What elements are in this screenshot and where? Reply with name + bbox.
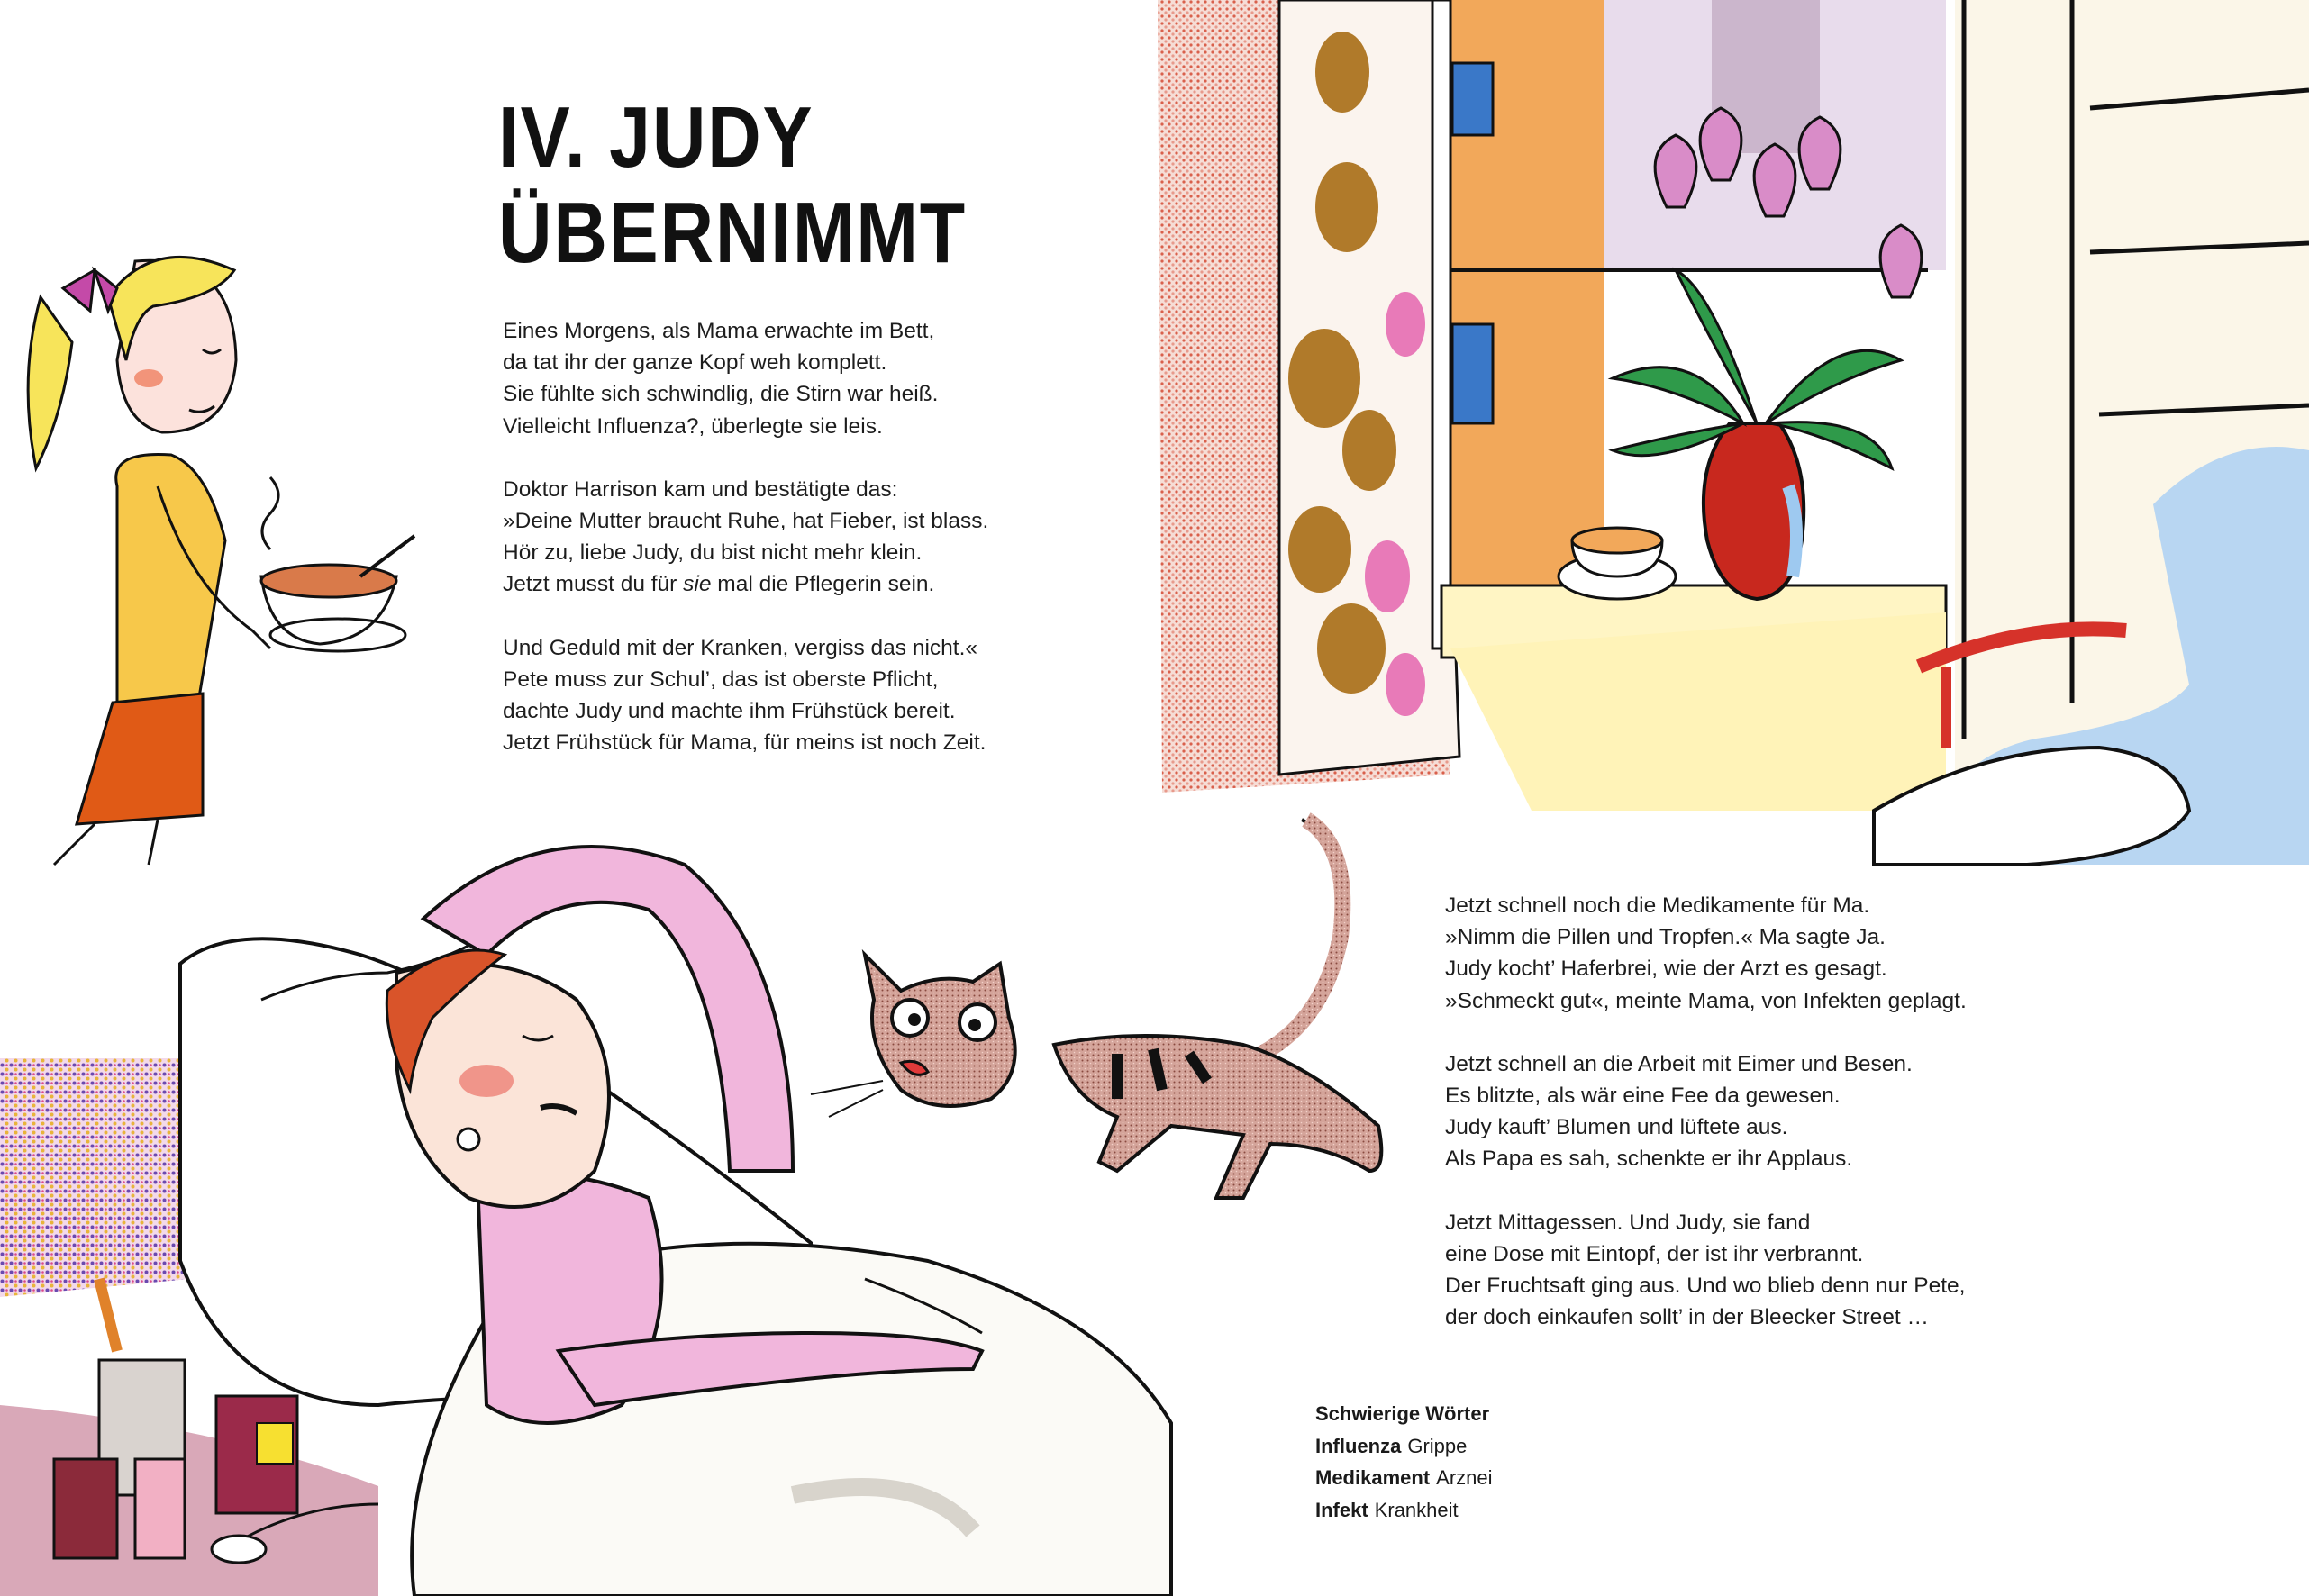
chapter-title-line-1: IV. JUDY xyxy=(498,89,814,186)
verse-line: Jetzt Frühstück für Mama, für meins ist noch Zeit. xyxy=(503,730,986,756)
verse-line: dachte Judy und machte ihm Frühstück bereit. xyxy=(503,699,956,724)
verse-line: Doktor Harrison kam und bestätigte das: xyxy=(503,476,898,502)
cat xyxy=(811,820,1381,1198)
glossary-meaning: Grippe xyxy=(1407,1434,1468,1457)
verse-line: Judy kauft’ Blumen und lüftete aus. xyxy=(1445,1115,1788,1140)
stanza-6 xyxy=(1445,1207,1986,1334)
glossary-term: Influenza xyxy=(1315,1434,1402,1457)
verse-line: da tat ihr der ganze Kopf weh komplett. xyxy=(503,350,887,376)
stanza-1 xyxy=(503,315,1133,442)
verse-fragment: mal die Pflegerin sein. xyxy=(711,572,935,597)
verses-left xyxy=(503,315,1133,790)
stanza-2 xyxy=(503,474,1133,601)
verse-line: der doch einkaufen sollt’ in der Bleecker Street … xyxy=(1445,1305,1930,1330)
verse-line: Eines Morgens, als Mama erwachte im Bett, xyxy=(503,319,935,343)
window-with-tulips xyxy=(1158,0,2309,865)
verse-line: Jetzt schnell noch die Medikamente für Ma. xyxy=(1445,893,1870,918)
verse-line: Der Fruchtsaft ging aus. Und wo blieb denn nur Pete, xyxy=(1445,1274,1966,1299)
verse-line: Jetzt schnell an die Arbeit mit Eimer und Besen. xyxy=(1445,1051,1913,1076)
verse-line: Sie fühlte sich schwindlig, die Stirn war heiß. xyxy=(503,382,939,407)
stanza-5 xyxy=(1445,1048,1986,1175)
verse-line-emphasis xyxy=(503,568,1133,600)
glossary-term: Infekt xyxy=(1315,1498,1368,1521)
verse-italic-word: sie xyxy=(683,572,712,597)
glossary-meaning: Arznei xyxy=(1436,1466,1493,1489)
glossary-heading: Schwierige Wörter xyxy=(1315,1402,1490,1425)
verse-line: Vielleicht Influenza?, überlegte sie leis. xyxy=(503,413,883,439)
verse-line: Judy kocht’ Haferbrei, wie der Arzt es gesagt. xyxy=(1445,957,1887,982)
judy-with-soup xyxy=(28,257,414,865)
verse-line: Und Geduld mit der Kranken, vergiss das nicht.« xyxy=(503,635,978,660)
verse-line: Als Papa es sah, schenkte er ihr Applaus. xyxy=(1445,1147,1853,1172)
verse-line: Es blitzte, als wär eine Fee da gewesen. xyxy=(1445,1084,1841,1109)
verse-line: Pete muss zur Schul’, das ist oberste Pflicht, xyxy=(503,667,939,692)
glossary-row xyxy=(1315,1430,1493,1463)
chapter-title xyxy=(498,90,967,281)
chapter-title-line-2: ÜBERNIMMT xyxy=(498,185,967,281)
glossary-row xyxy=(1315,1462,1493,1494)
verse-line: eine Dose mit Eintopf, der ist ihr verbrannt. xyxy=(1445,1241,1864,1266)
verse-line: Hör zu, liebe Judy, du bist nicht mehr klein. xyxy=(503,540,923,566)
verse-line: »Nimm die Pillen und Tropfen.« Ma sagte Ja. xyxy=(1445,925,1886,950)
glossary xyxy=(1315,1398,1493,1526)
verse-line: »Schmeckt gut«, meinte Mama, von Infekten geplagt. xyxy=(1445,988,1967,1013)
verse-line: »Deine Mutter braucht Ruhe, hat Fieber, ist blass. xyxy=(503,509,989,534)
stanza-4 xyxy=(1445,890,1986,1017)
verse-fragment: Jetzt musst du für xyxy=(503,572,684,597)
glossary-row xyxy=(1315,1494,1493,1527)
glossary-meaning: Krankheit xyxy=(1374,1498,1459,1521)
stanza-3 xyxy=(503,632,1133,759)
verses-right xyxy=(1445,890,1986,1365)
glossary-term: Medikament xyxy=(1315,1466,1431,1489)
verse-line: Jetzt Mittagessen. Und Judy, sie fand xyxy=(1445,1210,1811,1235)
